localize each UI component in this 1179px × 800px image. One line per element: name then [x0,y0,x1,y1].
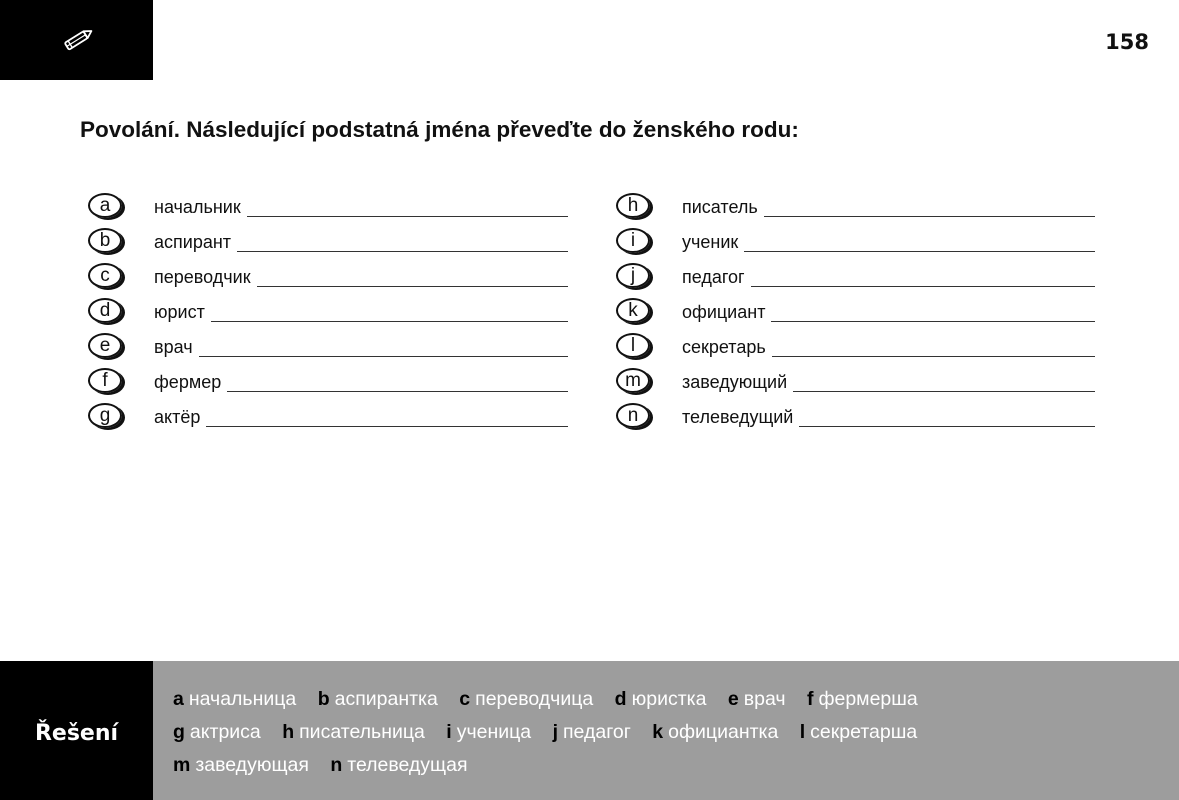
answer-blank-line[interactable] [199,356,568,357]
item-word: заведующий [682,372,788,392]
solution-band [0,661,1179,800]
solution-answer: юристка [631,688,707,710]
solution-letter: j [552,721,558,743]
item-word: ученик [682,232,739,252]
item-word: официант [682,302,766,322]
answer-blank-line[interactable] [206,426,568,427]
item-word: телеведущий [682,407,794,427]
solution-letter: b [317,688,330,710]
exercise-title: Povolání. Následující podstatná jména převeďte do ženského rodu: [80,117,799,142]
solution-answer: заведующая [195,754,309,776]
item-word: актёр [154,407,201,427]
solution-answer: начальница [188,688,297,710]
exercise-item [88,190,568,225]
answer-blank-line[interactable] [211,321,568,322]
solution-letter: l [799,721,806,743]
solution-letter: g [173,721,185,743]
solution-letter: n [330,754,343,776]
solution-answer: секретарша [810,721,918,743]
answer-blank-line[interactable] [771,321,1095,322]
solution-letter: i [446,721,452,743]
solution-item [807,688,918,710]
exercise-item [616,400,1095,435]
answer-blank-line[interactable] [793,391,1095,392]
solution-line [173,716,934,749]
answer-blank-line[interactable] [751,286,1095,287]
solution-item [446,721,531,743]
solution-label-block [0,661,153,800]
exercise-item [88,400,568,435]
item-word: врач [154,337,193,357]
solution-letter: m [173,754,191,776]
pencil-icon [57,24,97,56]
exercise-item [616,330,1095,365]
solution-item [800,721,917,743]
solution-line [173,683,934,716]
solution-item [330,754,467,776]
exercise-item [616,260,1095,295]
header-corner-block [0,0,153,80]
solution-item [553,721,631,743]
item-letter-bubble: k [616,298,650,323]
item-letter-bubble: m [616,368,650,393]
item-letter-bubble: n [616,403,650,428]
solution-item [615,688,707,710]
item-letter-bubble: e [88,333,122,358]
item-word: аспирант [154,232,232,252]
solution-item [173,688,296,710]
item-letter-bubble: f [88,368,122,393]
answer-blank-line[interactable] [237,251,568,252]
solution-item [173,754,309,776]
item-word: переводчик [154,267,251,287]
solution-answer: фермерша [818,688,918,710]
solution-answer: актриса [189,721,261,743]
exercise-item [616,365,1095,400]
solution-answer: переводчица [475,688,594,710]
solution-letter: h [282,721,295,743]
solution-letter: k [652,721,664,743]
solution-letter: e [727,688,739,710]
answer-blank-line[interactable] [227,391,568,392]
solution-answer: телеведущая [347,754,468,776]
item-letter-bubble: l [616,333,650,358]
exercise-column-right [616,190,1095,435]
answer-blank-line[interactable] [772,356,1095,357]
solution-letter: f [806,688,814,710]
solution-letter: c [459,688,471,710]
solution-letter: d [614,688,627,710]
solution-answer: писательница [299,721,425,743]
item-word: педагог [682,267,745,287]
solution-item [459,688,593,710]
solution-item [282,721,425,743]
exercise-item [88,365,568,400]
solution-answers [173,683,934,782]
answer-blank-line[interactable] [257,286,568,287]
solution-answer: официантка [668,721,779,743]
item-letter-bubble: i [616,228,650,253]
exercise-column-left [88,190,568,435]
item-letter-bubble: j [616,263,650,288]
answer-blank-line[interactable] [247,216,568,217]
item-letter-bubble: a [88,193,122,218]
exercise-item [88,225,568,260]
solution-item [728,688,786,710]
solution-line [173,749,934,782]
solution-item [318,688,438,710]
item-word: секретарь [682,337,766,357]
solution-letter: a [173,688,184,710]
item-word: писатель [682,197,758,217]
item-letter-bubble: c [88,263,122,288]
solution-answer: педагог [563,721,631,743]
item-word: юрист [154,302,205,322]
item-letter-bubble: d [88,298,122,323]
page-number: 158 [1105,30,1149,54]
solution-item [173,721,261,743]
solution-answer: аспирантка [334,688,438,710]
exercise-item [616,225,1095,260]
solution-item [652,721,778,743]
solution-answer: ученица [456,721,532,743]
solution-label: Řešení [34,721,119,746]
exercise-item [88,330,568,365]
item-word: фермер [154,372,222,392]
item-word: начальник [154,197,241,217]
item-letter-bubble: g [88,403,122,428]
answer-blank-line[interactable] [764,216,1095,217]
item-letter-bubble: b [88,228,122,253]
answer-blank-line[interactable] [799,426,1095,427]
exercise-item [616,295,1095,330]
exercise-item [88,260,568,295]
item-letter-bubble: h [616,193,650,218]
exercise-item [616,190,1095,225]
solution-answer: врач [743,688,786,710]
answer-blank-line[interactable] [744,251,1095,252]
exercise-item [88,295,568,330]
